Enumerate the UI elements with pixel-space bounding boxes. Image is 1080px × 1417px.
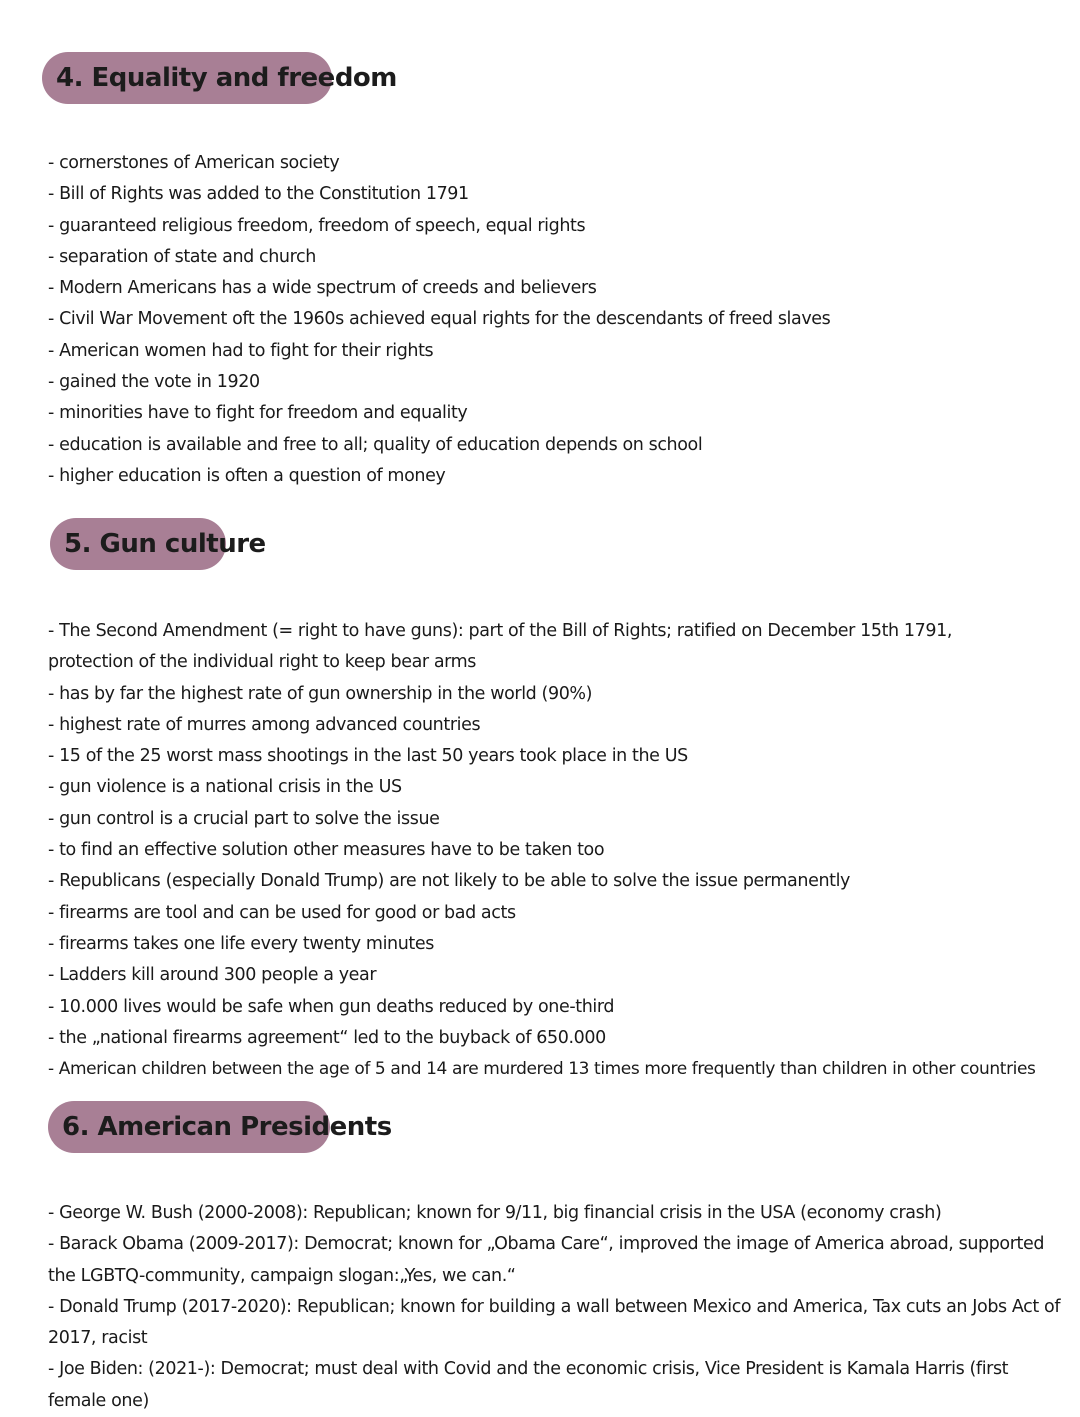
list-item: - has by far the highest rate of gun ownership in the world (90%) [48,683,593,704]
list-item: - education is available and free to all; quality of education depends on school [48,434,703,455]
equality-freedom-notes [48,148,1038,492]
list-item: - gun violence is a national crisis in the US [48,777,402,798]
list-item: - highest rate of murres among advanced countries [48,714,481,735]
list-item: - Civil War Movement oft the 1960s achieved equal rights for the descendants of freed slaves [48,309,831,330]
list-item: - The Second Amendment (= right to have guns): part of the Bill of Rights; ratified on December 15th 1791, protection of the individual right to keep bear arms [48,621,952,673]
list-item: - Ladders kill around 300 people a year [48,965,377,986]
list-item: - gained the vote in 1920 [48,372,260,393]
list-item: - Bill of Rights was added to the Constitution 1791 [48,184,469,205]
list-item: - guaranteed religious freedom, freedom of speech, equal rights [48,215,586,236]
list-item: - Barack Obama (2009-2017): Democrat; known for „Obama Care“, improved the image of America abroad, supported the LGBTQ-community, campaign slogan:„Yes, we can.“ [48,1234,1045,1286]
section-heading-label: 6. American Presidents [62,1112,392,1142]
section-heading-gun-culture [50,518,266,570]
list-item: - firearms takes one life every twenty minutes [48,933,434,954]
section-heading-american-presidents [48,1101,392,1153]
section-heading-label: 4. Equality and freedom [56,63,397,93]
list-item: - American children between the age of 5 and 14 are murdered 13 times more frequently than children in other countries [48,1059,1036,1080]
list-item: - American women had to fight for their rights [48,340,434,361]
list-item: - to find an effective solution other measures have to be taken too [48,840,605,861]
list-item: - firearms are tool and can be used for good or bad acts [48,902,516,923]
section-heading-label: 5. Gun culture [64,529,266,559]
american-presidents-notes [48,1198,1068,1417]
list-item: - separation of state and church [48,246,316,267]
list-item: - cornerstones of American society [48,153,340,173]
gun-culture-notes [48,616,1038,1085]
list-item: - minorities have to fight for freedom and equality [48,403,468,424]
list-item: - George W. Bush (2000-2008): Republican; known for 9/11, big financial crisis in the USA (economy crash) [48,1203,942,1223]
list-item: - 15 of the 25 worst mass shootings in the last 50 years took place in the US [48,746,688,767]
list-item: - Donald Trump (2017-2020): Republican; known for building a wall between Mexico and America, Tax cuts an Jobs Act of 2017, racist [48,1296,1061,1349]
section-heading-equality-freedom [42,52,397,104]
list-item: - 10.000 lives would be safe when gun deaths reduced by one-third [48,996,615,1017]
list-item: - the „national firearms agreement“ led to the buyback of 650.000 [48,1027,606,1048]
list-item: - Modern Americans has a wide spectrum of creeds and believers [48,278,597,299]
list-item: - Republicans (especially Donald Trump) are not likely to be able to solve the issue permanently [48,871,851,892]
list-item: - Joe Biden: (2021-): Democrat; must deal with Covid and the economic crisis, Vice President is Kamala Harris (first female one) [48,1359,1009,1411]
list-item: - gun control is a crucial part to solve the issue [48,808,440,829]
list-item: - higher education is often a question of money [48,465,446,486]
